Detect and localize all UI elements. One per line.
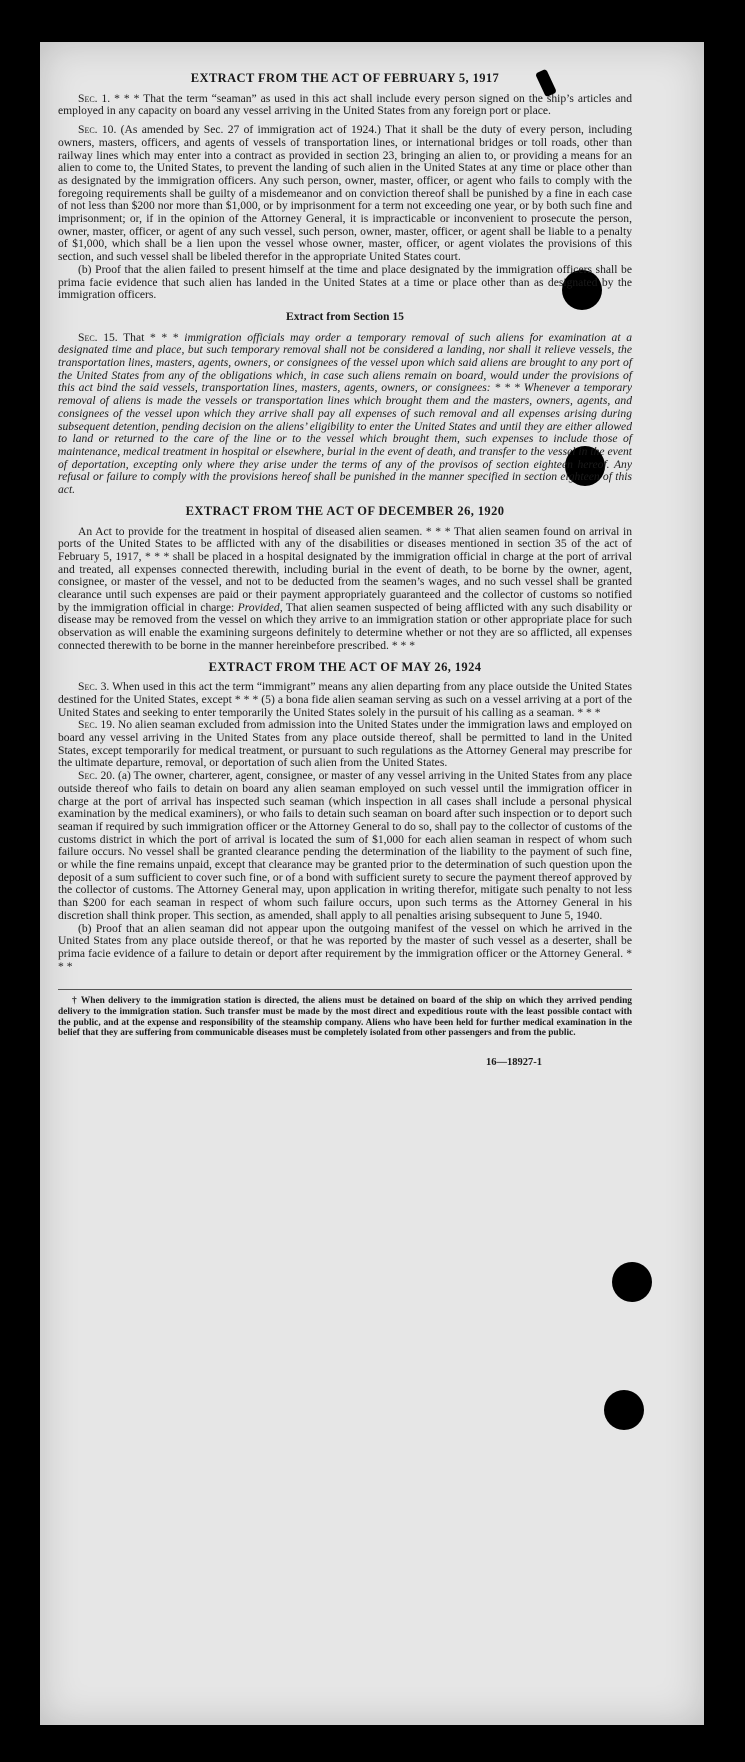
section-label: Sec. 15. — [78, 330, 118, 344]
subheading-section-15: Extract from Section 15 — [286, 309, 404, 323]
paragraph-text: * * * That the term “seaman” as used in this act shall include every person signed on the ship’s articles and employed in any capacity on board any vessel arriving in the United States from any foreign port or place. — [58, 91, 633, 118]
heading-act-1920: EXTRACT FROM THE ACT OF DECEMBER 26, 1920 — [185, 503, 505, 518]
section-label: Sec. 19. — [78, 718, 115, 732]
form-code: 16—18927-1 — [486, 1056, 542, 1068]
paragraph-sec-10-b: (b) Proof that the alien failed to present himself at the time and place designated by the immigration officers shall be prima facie evidence that such alien has landed in the United States at a time or place other than as designated by the immigration officers. — [58, 262, 632, 302]
paragraph-act-1920 — [58, 526, 632, 653]
paragraph-text: (a) The owner, charterer, agent, consignee, or master of any vessel arriving in the United States from any place outside thereof who fails to detain on board any alien seaman employed on such vessel until the immigration officer in charge at the port of arrival has inspected such seaman (which inspection in all cases shall include a personal physical examination by the medical examiners), or who fails to detain such seaman on board after such inspection or to deport such seaman if required by such immigration officer or the Attorney General to do so, shall pay to the collector of customs of the customs district in which the port of arrival is located the sum of $1,000 for each alien seaman in respect of whom such failure occurs. No vessel shall be granted clearance pending the determination of the liability to the payment of such fine, or while the fine remains unpaid, except that clearance may be granted prior to the determination of such question upon the deposit of a sum sufficient to cover such fine, or of a bond with sufficient surety to secure the payment thereof approved by the collector of customs. The Attorney General may, upon application in writing therefor, mitigate such penalty to not less than $200 for each seaman in respect of whom such failure occurs, upon such terms as the Attorney General in his discretion shall think proper. This section, as amended, shall apply to all penalties arising subsequent to June 5, 1940. — [58, 769, 632, 922]
paragraph-sec-3 — [58, 681, 632, 719]
section-label: Sec. 1. — [78, 91, 111, 105]
paragraph-italic-text: immigration officials may order a temporary removal of such aliens for examination at a designated time and place, but such temporary removal shall not be considered a landing, nor shall it relieve vessels, the transportation lines, masters, agents, owners, or consignees of the vessel upon which said aliens are brought to any port of the United States from any of the obligations which, in case such aliens remain on board, would under the provisions of this act bind the said vessels, transportation lines, masters, agents, owners, or consignees: * * * Whenever a temporary removal of aliens is made the vessels or transportation lines which brought them and the masters, owners, agents, and consignees of the vessel upon which they arrive shall pay all expenses of such removal and all expenses arising during subsequent detention, pending decision on the aliens’ eligibility to enter the United States and until they are either allowed to land or returned to the care of the line or to the vessel which brought them, such expenses to include those of maintenance, medical treatment in hospital or elsewhere, burial in the event of death, and transfer to the vessel in the event of deportation, excepting only where they arise under the terms of any of the provisos of section eighteen hereof. Any refusal or failure to comply with the provisions hereof shall be punished in the manner specified in section eighteen of this act. — [58, 330, 632, 497]
paragraph-text: (As amended by Sec. 27 of immigration act of 1924.) That it shall be the duty of every person, including owners, masters, officers, and agents of vessels of transportation lines, or international bridges or toll roads, other than railway lines which may enter into a contract as provided in section 23, bringing an alien to, or providing a means for an alien to come to, the United States, to prevent the landing of such alien in the United States at any time or place other than as designated by the immigration officers. Any such person, owner, master, officer, or agent who fails to comply with the foregoing requirements shall be guilty of a misdemeanor and on conviction thereof shall be punished by a fine in each case of not less than $200 nor more than $1,000, or by imprisonment for a term not exceeding one year, or by both such fine and imprisonment; or, if in the opinion of the Attorney General, it is impracticable or inconvenient to prosecute the person, owner, master, officer, or agent of any such vessel, such person, owner, master, officer, or agent shall be liable to a penalty of $1,000, which shall be a lien upon the vessel whose owner, master, officer, or agent violates the provisions of this section, and such vessel shall be libeled therefor in the appropriate United States court. — [58, 123, 633, 264]
heading-act-1917: EXTRACT FROM THE ACT OF FEBRUARY 5, 1917 — [190, 71, 500, 85]
footnote-text: † When delivery to the immigration station is directed, the aliens must be detained on board of the ship on which they arrived pending delivery to the immigration station. Such transfer must be made by the most direct and expeditious route with the least possible contact with the public, and at the expense and responsibility of the steamship company. Aliens who have been held for further medical examination in the belief that they are suffering from communicable diseases must be completely isolated from other passengers and from the public. — [58, 996, 632, 1039]
paragraph-text: When used in this act the term “immigrant” means any alien departing from any place outside the United States destined for the United States, except * * * (5) a bona fide alien seaman serving as such on a vessel arriving at a port of the United States and seeking to enter temporarily the United States solely in the pursuit of his calling as a seaman. * * * — [58, 680, 632, 719]
paragraph-sec-20 — [58, 770, 632, 922]
paragraph-sec-15 — [58, 332, 632, 497]
section-label: Sec. 3. — [78, 680, 110, 694]
punch-hole — [612, 1262, 652, 1302]
paragraph-sec-1 — [58, 93, 632, 118]
paragraph-sec-20-b: (b) Proof that an alien seaman did not appear upon the outgoing manifest of the vessel on which he arrived in the United States from any place outside thereof, or that he was reported by the master of such vessel as a deserter, shall be prima facie evidence of a failure to detain or deport after requirement by the immigration officer or the Attorney General. * * * — [58, 921, 632, 973]
section-label: Sec. 10. — [78, 123, 117, 137]
paragraph-sec-10 — [58, 124, 632, 264]
footnote — [58, 989, 632, 1038]
heading-act-1924: EXTRACT FROM THE ACT OF MAY 26, 1924 — [208, 659, 482, 674]
paragraph-text: No alien seaman excluded from admission into the United States under the immigration laws and employed on board any vessel arriving in the United States from any place outside thereof, shall be permitted to land in the United States, except temporarily for medical treatment, or pursuant to such regulations as the Attorney General may prescribe for the ultimate departure, removal, or deportation of such alien from the United States. — [58, 718, 632, 770]
paragraph-italic-text: Provided, — [237, 600, 283, 614]
paragraph-text: That * * * — [117, 330, 185, 344]
paragraph-text: An Act to provide for the treatment in hospital of diseased alien seamen. * * * That alien seamen found on arrival in ports of the United States to be afflicted with any of the disabilities or diseases mentioned in section 35 of the act of February 5, 1917, * * * shall be placed in a hospital designated by the immigration official in charge at the port of arrival and treated, all expenses connected therewith, including burial in the event of death, to be borne by the owner, agent, consignee, or master of the vessel, and not to be deducted from the seamen’s wages, and no such vessel shall be granted clearance until such expenses are paid or their payment appropriately guaranteed and the collector of customs so notified by the immigration official in charge: — [58, 524, 632, 614]
punch-hole — [604, 1390, 644, 1430]
section-label: Sec. 20. — [78, 769, 116, 783]
document-content — [58, 72, 632, 1069]
paragraph-text: That alien seamen suspected of being afflicted with any such disability or disease may be removed from the vessel on which they arrive to an immigration station or other appropriate place for such observation as will enable the examining surgeons definitely to determine whether or not they are so afflicted, all expenses connected therewith to be borne in the manner hereinbefore prescribed. * * * — [58, 600, 632, 652]
paragraph-sec-19 — [58, 719, 632, 770]
